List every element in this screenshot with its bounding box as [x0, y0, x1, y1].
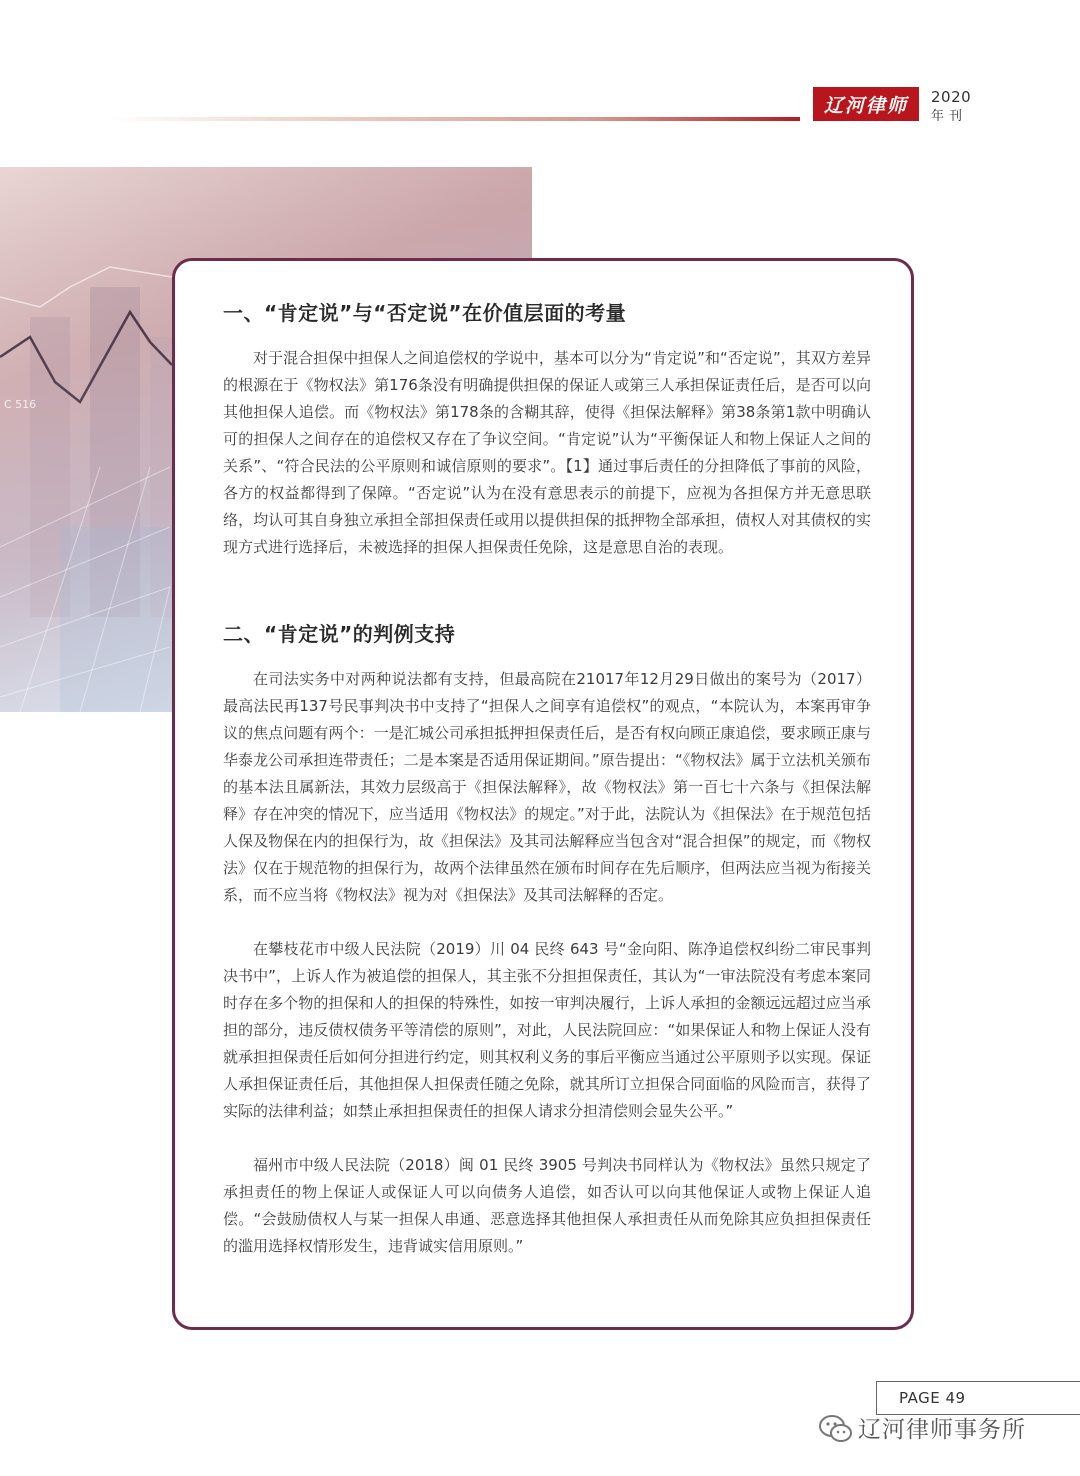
wechat-icon	[818, 1414, 854, 1444]
brand-logo: 辽河律师	[813, 87, 919, 121]
paragraph: 在司法实务中对两种说法都有支持，但最高院在21017年12月29日做出的案号为（2017）最高法民再137号民事判决书中支持了“担保人之间享有追偿权”的观点，“本院认为，本案再审争议的焦点问题有两个：一是汇城公司承担抵押担保责任后，是否有权向顾正康追偿，要求顾正康与华泰龙公司承担连带责任；二是本案是否适用保证期间。”原告提出：“《物权法》属于立法机关颁布的基本法且属新法，其效力层级高于《担保法解释》，故《物权法》第一百七十六条与《担保法解释》存在冲突的情况下，应当适用《物权法》的规定。”对于此，法院认为《担保法》在于规范包括人保及物保在内的担保行为，故《担保法》及其司法解释应当包含对“混合担保”的规定，而《物权法》仅在于规范物的担保行为，故两个法律虽然在颁布时间存在先后顺序，但两法应当视为衔接关系，而不应当将《物权法》视为对《担保法》及其司法解释的否定。	[223, 670, 871, 904]
issue-year: 2020	[931, 88, 972, 106]
wechat-watermark: 辽河律师事务所	[858, 1417, 1026, 1443]
paragraph: 对于混合担保中担保人之间追偿权的学说中，基本可以分为“肯定说”和“否定说”，其双方差异的根源在于《物权法》第176条没有明确提供担保的保证人或第三人承担保证责任后，是否可以向其他担保人追偿。而《物权法》第178条的含糊其辞，使得《担保法解释》第38条第1款中明确认可的担保人之间存在的追偿权又存在了争议空间。“肯定说”认为“平衡保证人和物上保证人之间的关系”、“符合民法的公平原则和诚信原则的要求”。【1】通过事后责任的分担降低了事前的风险，各方的权益都得到了保障。“否定说”认为在没有意思表示的前提下，应视为各担保方并无意思联络，均认可其自身独立承担全部担保责任或用以提供担保的抵押物全部承担，债权人对其债权的实现方式进行选择后，未被选择的担保人担保责任免除，这是意思自治的表现。	[223, 349, 871, 556]
paragraph: 在攀枝花市中级人民法院（2019）川 04 民终 643 号“金向阳、陈净追偿权纠纷二审民事判决书中”，上诉人作为被追偿的担保人，其主张不分担担保责任，其认为“一审法院没有考虑本案同时存在多个物的担保和人的担保的特殊性，如按一审判决履行，上诉人承担的金额远远超过应当承担的部分，违反债权债务平等清偿的原则”，对此，人民法院回应：“如果保证人和物上保证人没有就承担担保责任后如何分担进行约定，则其权利义务的事后平衡应当通过公平原则予以实现。保证人承担保证责任后，其他担保人担保责任随之免除，就其所订立担保合同面临的风险而言，获得了实际的法律利益；如禁止承担担保责任的担保人请求分担清偿则会显失公平。”	[223, 940, 871, 1120]
paragraph: 福州市中级人民法院（2018）闽 01 民终 3905 号判决书同样认为《物权法》虽然只规定了承担责任的物上保证人或保证人可以向债务人追偿，如否认可以向其他保证人或物上保证人追偿。“会鼓励债权人与某一担保人串通、恶意选择其他担保人承担责任从而免除其应负担担保责任的滥用选择权情形发生，违背诚实信用原则。”	[223, 1156, 871, 1255]
issue-label: 年刊	[931, 109, 968, 124]
section-heading-2: 二、“肯定说”的判例支持	[223, 622, 456, 646]
article-card	[172, 258, 914, 1330]
photo-ticker-text: C 516	[4, 398, 37, 411]
section-heading-1: 一、“肯定说”与“否定说”在价值层面的考量	[223, 301, 627, 325]
page-number: PAGE 49	[876, 1381, 1080, 1415]
header-divider	[110, 117, 800, 121]
